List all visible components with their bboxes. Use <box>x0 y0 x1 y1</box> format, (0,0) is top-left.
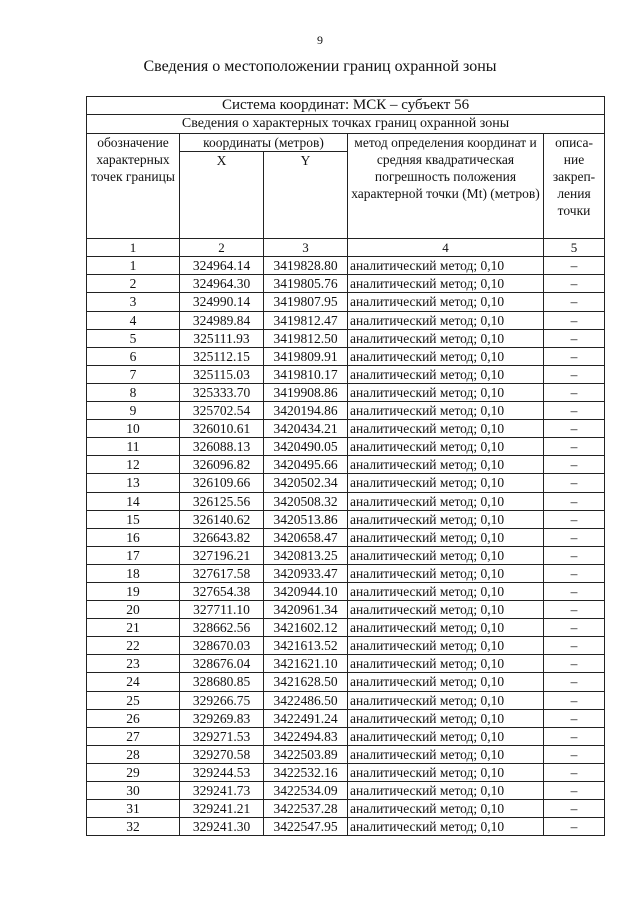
method-cell: аналитический метод; 0,10 <box>348 782 544 800</box>
method-cell: аналитический метод; 0,10 <box>348 311 544 329</box>
description-cell: – <box>544 782 605 800</box>
y-coordinate-cell: 3422503.89 <box>264 745 348 763</box>
method-cell: аналитический метод; 0,10 <box>348 619 544 637</box>
table-row <box>87 691 605 709</box>
method-cell: аналитический метод; 0,10 <box>348 365 544 383</box>
method-cell: аналитический метод; 0,10 <box>348 456 544 474</box>
description-cell: – <box>544 311 605 329</box>
method-cell: аналитический метод; 0,10 <box>348 257 544 275</box>
point-cell: 28 <box>87 745 180 763</box>
method-cell: аналитический метод; 0,10 <box>348 383 544 401</box>
point-cell: 22 <box>87 637 180 655</box>
y-coordinate-cell: 3421621.10 <box>264 655 348 673</box>
description-cell: – <box>544 691 605 709</box>
header-point: обозначение характерных точек границы <box>87 134 180 239</box>
table-row <box>87 383 605 401</box>
y-coordinate-cell: 3419810.17 <box>264 365 348 383</box>
y-coordinate-cell: 3420434.21 <box>264 420 348 438</box>
table-row <box>87 438 605 456</box>
header-method: метод определения координат и средняя квадратическая погрешность положения характерной точки (Mt) (метров) <box>348 134 544 239</box>
table-row <box>87 293 605 311</box>
y-coordinate-cell: 3420502.34 <box>264 474 348 492</box>
point-cell: 20 <box>87 601 180 619</box>
x-coordinate-cell: 328680.85 <box>180 673 264 691</box>
point-cell: 19 <box>87 582 180 600</box>
page-number: 9 <box>317 33 323 47</box>
x-coordinate-cell: 324964.14 <box>180 257 264 275</box>
table-row <box>87 763 605 781</box>
method-cell: аналитический метод; 0,10 <box>348 691 544 709</box>
description-cell: – <box>544 456 605 474</box>
description-cell: – <box>544 510 605 528</box>
x-coordinate-cell: 328670.03 <box>180 637 264 655</box>
table-row <box>87 709 605 727</box>
x-coordinate-cell: 324964.30 <box>180 275 264 293</box>
table-row <box>87 782 605 800</box>
table-row <box>87 420 605 438</box>
table-row <box>87 528 605 546</box>
point-cell: 31 <box>87 800 180 818</box>
description-cell: – <box>544 402 605 420</box>
y-coordinate-cell: 3420508.32 <box>264 492 348 510</box>
method-cell: аналитический метод; 0,10 <box>348 800 544 818</box>
table-row <box>87 727 605 745</box>
description-cell: – <box>544 474 605 492</box>
y-coordinate-cell: 3421628.50 <box>264 673 348 691</box>
description-cell: – <box>544 329 605 347</box>
method-cell: аналитический метод; 0,10 <box>348 510 544 528</box>
y-coordinate-cell: 3422491.24 <box>264 709 348 727</box>
x-coordinate-cell: 326125.56 <box>180 492 264 510</box>
method-cell: аналитический метод; 0,10 <box>348 601 544 619</box>
description-cell: – <box>544 582 605 600</box>
header-y: Y <box>264 152 348 239</box>
x-coordinate-cell: 327196.21 <box>180 546 264 564</box>
y-coordinate-cell: 3420961.34 <box>264 601 348 619</box>
y-coordinate-cell: 3422532.16 <box>264 763 348 781</box>
coordinate-system-row <box>87 97 605 115</box>
column-number: 4 <box>348 239 544 257</box>
section-title-row <box>87 115 605 134</box>
y-coordinate-cell: 3420490.05 <box>264 438 348 456</box>
table-row <box>87 347 605 365</box>
method-cell: аналитический метод; 0,10 <box>348 564 544 582</box>
method-cell: аналитический метод; 0,10 <box>348 673 544 691</box>
table-row <box>87 510 605 528</box>
column-number: 2 <box>180 239 264 257</box>
x-coordinate-cell: 329241.73 <box>180 782 264 800</box>
x-coordinate-cell: 326010.61 <box>180 420 264 438</box>
point-cell: 29 <box>87 763 180 781</box>
description-cell: – <box>544 383 605 401</box>
point-cell: 21 <box>87 619 180 637</box>
description-cell: – <box>544 763 605 781</box>
table-row <box>87 546 605 564</box>
description-cell: – <box>544 420 605 438</box>
method-cell: аналитический метод; 0,10 <box>348 474 544 492</box>
method-cell: аналитический метод; 0,10 <box>348 727 544 745</box>
method-cell: аналитический метод; 0,10 <box>348 528 544 546</box>
method-cell: аналитический метод; 0,10 <box>348 582 544 600</box>
table-row <box>87 329 605 347</box>
x-coordinate-cell: 325111.93 <box>180 329 264 347</box>
point-cell: 27 <box>87 727 180 745</box>
point-cell: 12 <box>87 456 180 474</box>
table-row <box>87 619 605 637</box>
y-coordinate-cell: 3421613.52 <box>264 637 348 655</box>
x-coordinate-cell: 329271.53 <box>180 727 264 745</box>
x-coordinate-cell: 329241.21 <box>180 800 264 818</box>
x-coordinate-cell: 326096.82 <box>180 456 264 474</box>
x-coordinate-cell: 325115.03 <box>180 365 264 383</box>
y-coordinate-cell: 3420495.66 <box>264 456 348 474</box>
table-row <box>87 673 605 691</box>
y-coordinate-cell: 3421602.12 <box>264 619 348 637</box>
method-cell: аналитический метод; 0,10 <box>348 329 544 347</box>
column-number: 3 <box>264 239 348 257</box>
document-title: Сведения о местоположении границ охранной зоны <box>143 58 497 75</box>
table-row <box>87 745 605 763</box>
method-cell: аналитический метод; 0,10 <box>348 492 544 510</box>
point-cell: 32 <box>87 818 180 836</box>
coordinate-system-label: Система координат: МСК – субъект 56 <box>87 97 605 115</box>
point-cell: 6 <box>87 347 180 365</box>
method-cell: аналитический метод; 0,10 <box>348 637 544 655</box>
description-cell: – <box>544 257 605 275</box>
header-description: описа-ние закреп-ления точки <box>544 134 605 239</box>
table-row <box>87 365 605 383</box>
y-coordinate-cell: 3422537.28 <box>264 800 348 818</box>
header-x: X <box>180 152 264 239</box>
point-cell: 13 <box>87 474 180 492</box>
point-cell: 23 <box>87 655 180 673</box>
method-cell: аналитический метод; 0,10 <box>348 655 544 673</box>
point-cell: 18 <box>87 564 180 582</box>
point-cell: 9 <box>87 402 180 420</box>
method-cell: аналитический метод; 0,10 <box>348 745 544 763</box>
method-cell: аналитический метод; 0,10 <box>348 818 544 836</box>
table-row <box>87 257 605 275</box>
description-cell: – <box>544 800 605 818</box>
table-row <box>87 655 605 673</box>
y-coordinate-cell: 3422534.09 <box>264 782 348 800</box>
table-row <box>87 564 605 582</box>
x-coordinate-cell: 329241.30 <box>180 818 264 836</box>
x-coordinate-cell: 326643.82 <box>180 528 264 546</box>
x-coordinate-cell: 325112.15 <box>180 347 264 365</box>
point-cell: 4 <box>87 311 180 329</box>
table-row <box>87 456 605 474</box>
point-cell: 11 <box>87 438 180 456</box>
y-coordinate-cell: 3422494.83 <box>264 727 348 745</box>
x-coordinate-cell: 327617.58 <box>180 564 264 582</box>
y-coordinate-cell: 3420194.86 <box>264 402 348 420</box>
method-cell: аналитический метод; 0,10 <box>348 420 544 438</box>
description-cell: – <box>544 727 605 745</box>
x-coordinate-cell: 326088.13 <box>180 438 264 456</box>
table-row <box>87 402 605 420</box>
description-cell: – <box>544 492 605 510</box>
table-row <box>87 492 605 510</box>
x-coordinate-cell: 327654.38 <box>180 582 264 600</box>
table-row <box>87 275 605 293</box>
method-cell: аналитический метод; 0,10 <box>348 709 544 727</box>
table-row <box>87 582 605 600</box>
point-cell: 2 <box>87 275 180 293</box>
description-cell: – <box>544 601 605 619</box>
y-coordinate-cell: 3419908.86 <box>264 383 348 401</box>
description-cell: – <box>544 673 605 691</box>
description-cell: – <box>544 438 605 456</box>
table-row <box>87 601 605 619</box>
boundary-points-table <box>86 96 605 836</box>
table-row <box>87 800 605 818</box>
method-cell: аналитический метод; 0,10 <box>348 438 544 456</box>
point-cell: 30 <box>87 782 180 800</box>
y-coordinate-cell: 3419812.47 <box>264 311 348 329</box>
y-coordinate-cell: 3420658.47 <box>264 528 348 546</box>
description-cell: – <box>544 655 605 673</box>
description-cell: – <box>544 564 605 582</box>
x-coordinate-cell: 324989.84 <box>180 311 264 329</box>
table-row <box>87 311 605 329</box>
point-cell: 14 <box>87 492 180 510</box>
point-cell: 7 <box>87 365 180 383</box>
description-cell: – <box>544 275 605 293</box>
table-row <box>87 474 605 492</box>
header-coordinates: координаты (метров) <box>180 134 348 152</box>
description-cell: – <box>544 347 605 365</box>
point-cell: 10 <box>87 420 180 438</box>
y-coordinate-cell: 3419807.95 <box>264 293 348 311</box>
y-coordinate-cell: 3419805.76 <box>264 275 348 293</box>
point-cell: 8 <box>87 383 180 401</box>
point-cell: 25 <box>87 691 180 709</box>
header-row-1 <box>87 134 605 152</box>
x-coordinate-cell: 329270.58 <box>180 745 264 763</box>
description-cell: – <box>544 745 605 763</box>
method-cell: аналитический метод; 0,10 <box>348 275 544 293</box>
point-cell: 17 <box>87 546 180 564</box>
column-number-row <box>87 239 605 257</box>
y-coordinate-cell: 3419828.80 <box>264 257 348 275</box>
y-coordinate-cell: 3420513.86 <box>264 510 348 528</box>
description-cell: – <box>544 365 605 383</box>
y-coordinate-cell: 3422486.50 <box>264 691 348 709</box>
y-coordinate-cell: 3420813.25 <box>264 546 348 564</box>
x-coordinate-cell: 329269.83 <box>180 709 264 727</box>
x-coordinate-cell: 325702.54 <box>180 402 264 420</box>
point-cell: 5 <box>87 329 180 347</box>
table-row <box>87 818 605 836</box>
x-coordinate-cell: 324990.14 <box>180 293 264 311</box>
table-row <box>87 637 605 655</box>
y-coordinate-cell: 3419812.50 <box>264 329 348 347</box>
y-coordinate-cell: 3419809.91 <box>264 347 348 365</box>
point-cell: 24 <box>87 673 180 691</box>
method-cell: аналитический метод; 0,10 <box>348 347 544 365</box>
description-cell: – <box>544 818 605 836</box>
y-coordinate-cell: 3420933.47 <box>264 564 348 582</box>
point-cell: 1 <box>87 257 180 275</box>
column-number: 5 <box>544 239 605 257</box>
method-cell: аналитический метод; 0,10 <box>348 546 544 564</box>
x-coordinate-cell: 327711.10 <box>180 601 264 619</box>
x-coordinate-cell: 325333.70 <box>180 383 264 401</box>
x-coordinate-cell: 329266.75 <box>180 691 264 709</box>
point-cell: 26 <box>87 709 180 727</box>
x-coordinate-cell: 326109.66 <box>180 474 264 492</box>
description-cell: – <box>544 709 605 727</box>
column-number: 1 <box>87 239 180 257</box>
description-cell: – <box>544 528 605 546</box>
y-coordinate-cell: 3420944.10 <box>264 582 348 600</box>
x-coordinate-cell: 326140.62 <box>180 510 264 528</box>
description-cell: – <box>544 546 605 564</box>
y-coordinate-cell: 3422547.95 <box>264 818 348 836</box>
point-cell: 15 <box>87 510 180 528</box>
method-cell: аналитический метод; 0,10 <box>348 293 544 311</box>
method-cell: аналитический метод; 0,10 <box>348 402 544 420</box>
point-cell: 16 <box>87 528 180 546</box>
x-coordinate-cell: 328676.04 <box>180 655 264 673</box>
description-cell: – <box>544 619 605 637</box>
method-cell: аналитический метод; 0,10 <box>348 763 544 781</box>
section-title-label: Сведения о характерных точках границ охранной зоны <box>87 115 605 134</box>
x-coordinate-cell: 329244.53 <box>180 763 264 781</box>
description-cell: – <box>544 293 605 311</box>
x-coordinate-cell: 328662.56 <box>180 619 264 637</box>
point-cell: 3 <box>87 293 180 311</box>
description-cell: – <box>544 637 605 655</box>
